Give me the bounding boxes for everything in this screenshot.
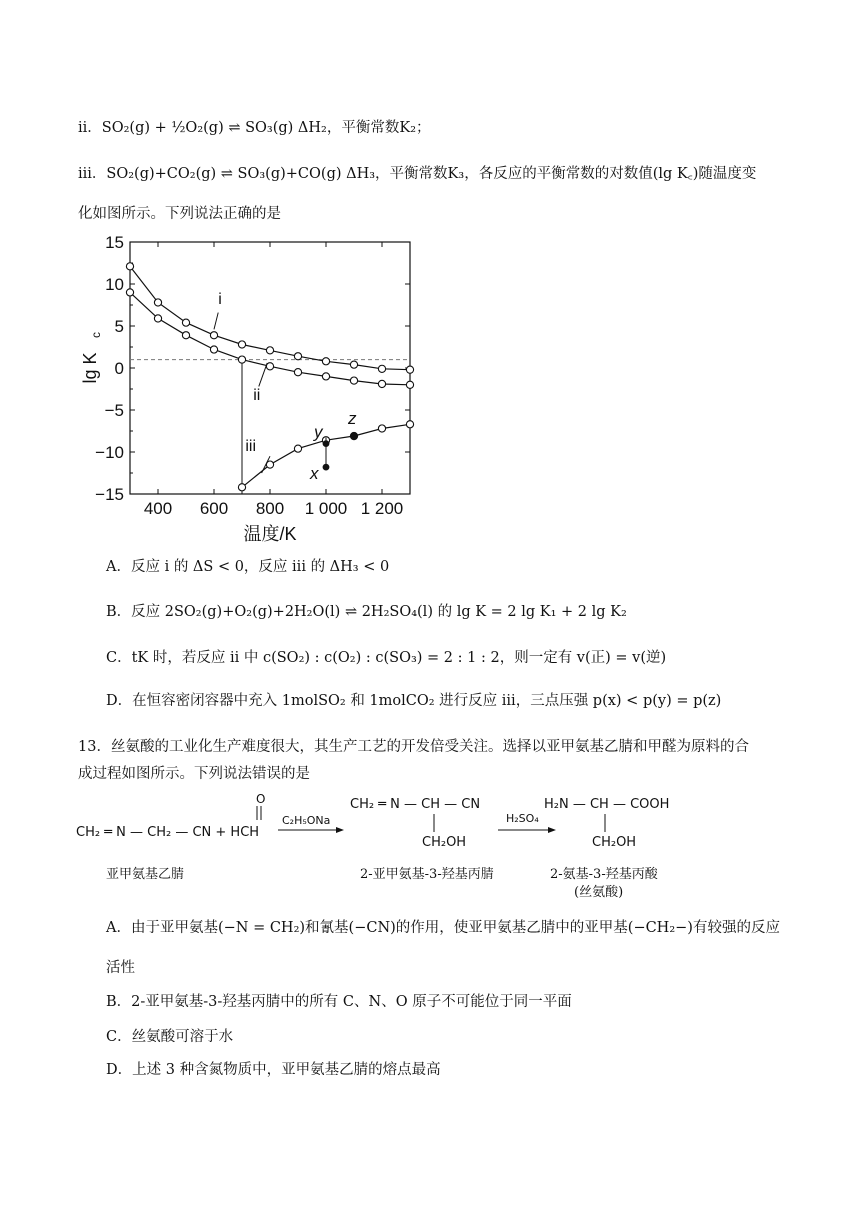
series-point-iii bbox=[406, 421, 413, 428]
question-13-stem: 13．丝氨酸的工业化生产难度很大，其生产工艺的开发倍受关注。选择以亚甲氨基乙腈和甲醛为原料的合 bbox=[78, 739, 749, 755]
series-label-ii: ii bbox=[253, 386, 261, 404]
series-leader-i bbox=[214, 313, 218, 330]
carbonyl-o-label: O bbox=[256, 792, 266, 806]
arrow-1-head bbox=[336, 827, 344, 833]
intermediate-formula: CH₂ ═ N — CH — CN bbox=[350, 797, 481, 812]
series-point-iii bbox=[294, 445, 301, 452]
x-tick-label: 600 bbox=[199, 499, 229, 518]
synthesis-scheme bbox=[74, 790, 794, 910]
series-point-ii bbox=[238, 356, 245, 363]
option-c: C．tK 时，若反应 ii 中 c(SO₂) : c(O₂) : c(SO₃) = 2 : 1 : 2，则一定有 v(正) = v(逆) bbox=[106, 650, 667, 666]
point-z bbox=[351, 433, 358, 440]
question-stem-continued: 化如图所示。下列说法正确的是 bbox=[78, 206, 281, 222]
y-tick-label: −5 bbox=[104, 401, 124, 420]
series-point-i bbox=[154, 299, 161, 306]
lgk-temperature-chart bbox=[70, 228, 430, 548]
reagent-2: H₂SO₄ bbox=[506, 812, 539, 825]
q13-option-d: D．上述 3 种含氮物质中，亚甲氨基乙腈的熔点最高 bbox=[106, 1062, 441, 1078]
series-point-ii bbox=[210, 346, 217, 353]
series-point-ii bbox=[350, 377, 357, 384]
q13-option-b: B．2-亚甲氨基-3-羟基丙腈中的所有 C、N、O 原子不可能位于同一平面 bbox=[106, 994, 572, 1010]
series-point-ii bbox=[406, 381, 413, 388]
y-tick-label: −15 bbox=[95, 485, 124, 504]
series-point-iii bbox=[378, 425, 385, 432]
q13-option-a: A．由于亚甲氨基(−N = CH₂)和氰基(−CN)的作用，使亚甲氨基乙腈中的亚甲基(−CH₂−)有较强的反应 bbox=[106, 920, 780, 936]
label-intermediate: 2-亚甲氨基-3-羟基丙腈 bbox=[360, 867, 494, 882]
series-point-i bbox=[266, 347, 273, 354]
series-point-ii bbox=[154, 315, 161, 322]
y-tick-label: 0 bbox=[114, 359, 124, 378]
y-tick-label: 5 bbox=[114, 317, 124, 336]
series-point-ii bbox=[126, 289, 133, 296]
reaction-ii-line: ii．SO₂(g) + ½O₂(g) ⇌ SO₃(g) ΔH₂，平衡常数K₂； bbox=[78, 120, 431, 136]
label-product-common-name: (丝氨酸) bbox=[574, 885, 624, 900]
y-tick-label: 10 bbox=[105, 275, 124, 294]
option-a: A．反应 i 的 ΔS < 0，反应 iii 的 ΔH₃ < 0 bbox=[106, 559, 390, 575]
point-label-z: z bbox=[348, 409, 357, 429]
option-d: D．在恒容密闭容器中充入 1molSO₂ 和 1molCO₂ 进行反应 iii，三点压强 p(x) < p(y) = p(z) bbox=[106, 693, 722, 709]
y-tick-label: −10 bbox=[95, 443, 124, 462]
point-x bbox=[323, 464, 330, 471]
series-leader-ii bbox=[259, 363, 267, 387]
product-substituent: CH₂OH bbox=[592, 835, 637, 850]
reactant-formula: CH₂ ═ N — CH₂ — CN + HCH bbox=[76, 825, 260, 840]
x-tick-label: 1 000 bbox=[304, 499, 348, 518]
question-13-stem-continued: 成过程如图所示。下列说法错误的是 bbox=[78, 766, 310, 782]
series-point-i bbox=[406, 366, 413, 373]
series-point-i bbox=[210, 332, 217, 339]
intermediate-substituent: CH₂OH bbox=[422, 835, 467, 850]
label-product: 2-氨基-3-羟基丙酸 bbox=[550, 867, 658, 882]
series-label-i: i bbox=[218, 291, 222, 309]
series-point-ii bbox=[182, 332, 189, 339]
series-point-ii bbox=[266, 363, 273, 370]
label-reactant: 亚甲氨基乙腈 bbox=[106, 867, 185, 882]
series-point-i bbox=[350, 361, 357, 368]
arrow-2-head bbox=[548, 827, 556, 833]
reaction-iii-line: iii．SO₂(g)+CO₂(g) ⇌ SO₃(g)+CO(g) ΔH₃，平衡常数K₃，各反应的平衡常数的对数值(lg K꜀)随温度变 bbox=[78, 166, 757, 182]
product-formula: H₂N — CH — COOH bbox=[544, 797, 670, 812]
series-point-ii bbox=[322, 373, 329, 380]
series-point-ii bbox=[294, 369, 301, 376]
point-label-y: y bbox=[314, 422, 323, 442]
reagent-1: C₂H₅ONa bbox=[282, 814, 331, 827]
y-tick-label: 15 bbox=[105, 233, 124, 252]
y-axis-label-sub: c bbox=[89, 332, 103, 338]
series-point-i bbox=[294, 353, 301, 360]
x-axis-label: 温度/K bbox=[243, 524, 297, 544]
y-axis-label: lg K bbox=[80, 352, 100, 384]
series-point-i bbox=[182, 319, 189, 326]
point-label-x: x bbox=[310, 464, 319, 484]
series-point-ii bbox=[378, 380, 385, 387]
series-point-i bbox=[238, 341, 245, 348]
q13-option-a-continued: 活性 bbox=[106, 960, 135, 976]
series-label-iii: iii bbox=[245, 438, 257, 456]
x-tick-label: 400 bbox=[143, 499, 173, 518]
x-tick-label: 800 bbox=[255, 499, 285, 518]
series-point-i bbox=[126, 263, 133, 270]
series-point-i bbox=[378, 365, 385, 372]
q13-option-c: C．丝氨酸可溶于水 bbox=[106, 1029, 234, 1045]
x-tick-label: 1 200 bbox=[360, 499, 404, 518]
series-point-iii bbox=[238, 484, 245, 491]
series-point-i bbox=[322, 358, 329, 365]
series-line-ii bbox=[130, 292, 410, 384]
option-b: B．反应 2SO₂(g)+O₂(g)+2H₂O(l) ⇌ 2H₂SO₄(l) 的 lg K = 2 lg K₁ + 2 lg K₂ bbox=[106, 604, 627, 620]
point-y bbox=[323, 440, 330, 447]
